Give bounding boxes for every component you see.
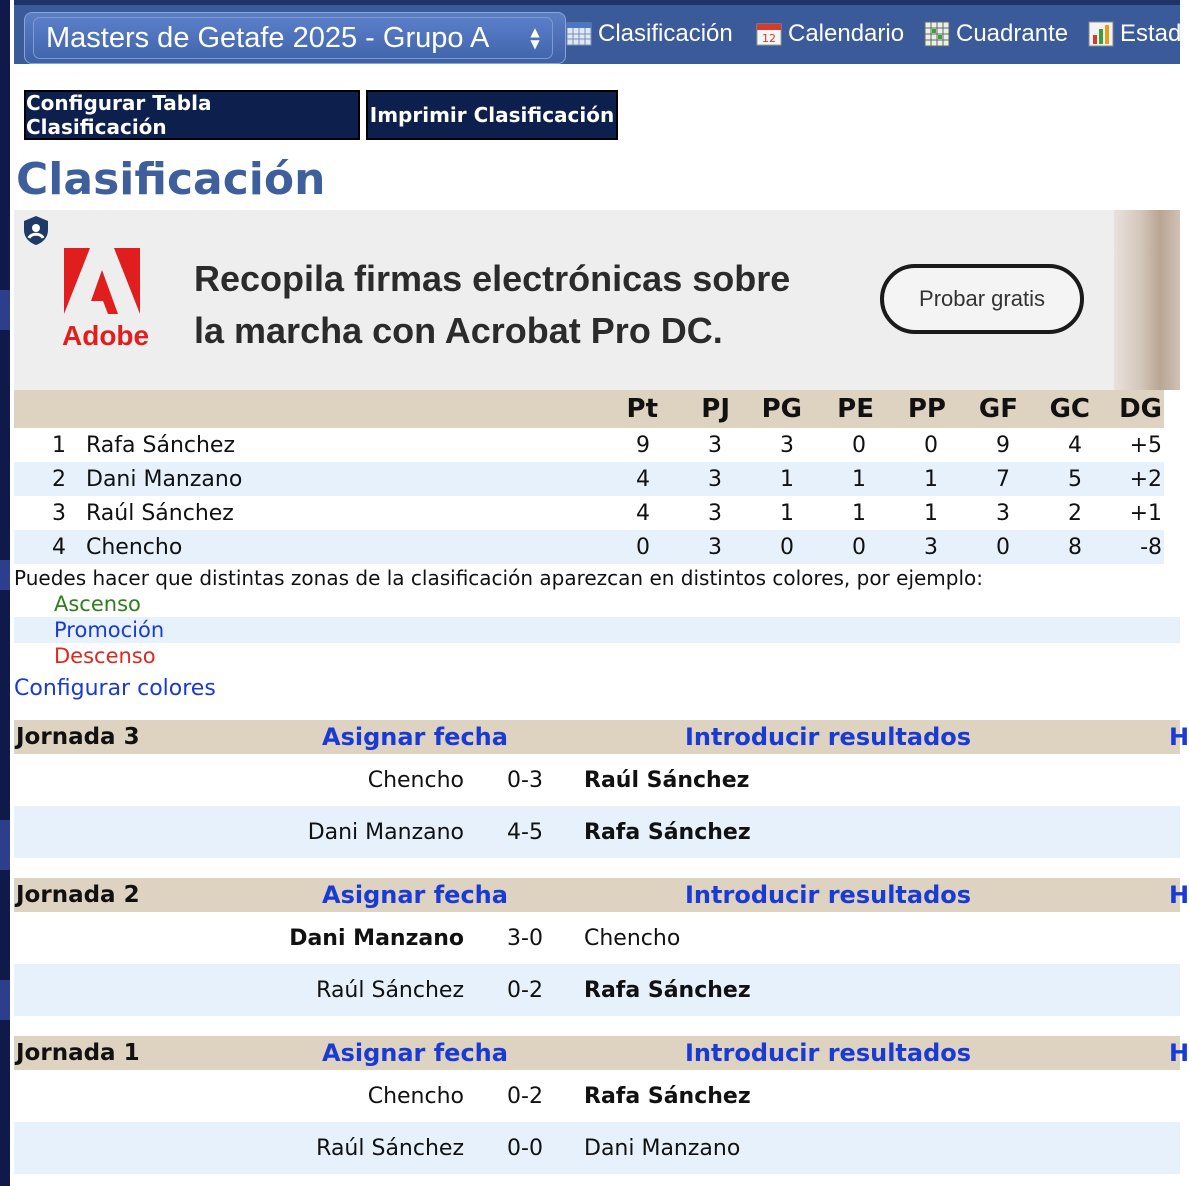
- match-score: 0-2: [507, 977, 543, 1003]
- ad-try-free-button[interactable]: Probar gratis: [880, 264, 1084, 334]
- jornada-title: Jornada 1: [16, 1040, 140, 1066]
- assign-date-link[interactable]: Asignar fecha: [322, 1039, 508, 1067]
- jornada-extra-link[interactable]: H: [1169, 723, 1189, 751]
- nav-link-calendario[interactable]: [756, 16, 904, 52]
- tournament-select[interactable]: [24, 12, 566, 64]
- standings-position: 3: [52, 500, 66, 526]
- header-pe: PE: [837, 394, 874, 424]
- match-away-player: Chencho: [584, 925, 681, 951]
- jornada-title: Jornada 2: [16, 882, 140, 908]
- standings-stat-pp: 3: [924, 534, 938, 560]
- tournament-select-value: Masters de Getafe 2025 - Grupo A: [46, 21, 490, 54]
- jornada-title: Jornada 3: [16, 724, 140, 750]
- match-score: 0-0: [507, 1135, 543, 1161]
- standings-stat-pt: 4: [636, 500, 650, 526]
- advertisement-banner[interactable]: [14, 210, 1180, 390]
- ad-brand: Adobe: [62, 320, 150, 351]
- zone-descenso: [14, 643, 1180, 669]
- enter-results-link[interactable]: Introducir resultados: [685, 1039, 972, 1067]
- jornada-extra-link[interactable]: H: [1169, 1039, 1189, 1067]
- calendar-12-icon: [756, 21, 782, 47]
- standings-header-row: [14, 390, 1164, 428]
- enter-results-link[interactable]: Introducir resultados: [685, 881, 972, 909]
- standings-stat-pg: 3: [780, 432, 794, 458]
- standings-stat-pp: 0: [924, 432, 938, 458]
- match-row[interactable]: [14, 964, 1180, 1016]
- standings-stat-pe: 0: [852, 534, 866, 560]
- standings-player-name[interactable]: Raúl Sánchez: [86, 500, 234, 526]
- header-pp: PP: [907, 394, 946, 424]
- configure-table-button[interactable]: Configurar Tabla Clasificación: [24, 90, 360, 140]
- match-score: 3-0: [507, 925, 543, 951]
- standings-stat-pj: 3: [708, 432, 722, 458]
- standings-stat-pt: 0: [636, 534, 650, 560]
- standings-table: [14, 390, 1164, 564]
- jornada-header: [14, 1036, 1189, 1070]
- standings-stat-gf: 0: [996, 534, 1010, 560]
- standings-stat-gc: 8: [1068, 534, 1082, 560]
- standings-position: 2: [52, 466, 66, 492]
- standings-player-name[interactable]: Chencho: [86, 534, 183, 560]
- match-home-player: Chencho: [367, 767, 464, 793]
- privacy-shield-icon[interactable]: [22, 214, 50, 246]
- jornada-header: [14, 720, 1189, 754]
- ad-photo: [1114, 210, 1180, 390]
- configure-colors-link[interactable]: Configurar colores: [14, 676, 216, 701]
- match-score: 0-2: [507, 1083, 543, 1109]
- standings-stat-pe: 1: [852, 500, 866, 526]
- jornada-extra-link[interactable]: H: [1169, 881, 1189, 909]
- match-row[interactable]: [14, 754, 1180, 806]
- nav-link-cuadrante[interactable]: [924, 16, 1068, 52]
- match-row[interactable]: [14, 912, 1180, 964]
- standings-stat-pj: 3: [708, 500, 722, 526]
- bar-chart-icon: [1088, 21, 1114, 47]
- header-pg: PG: [761, 394, 802, 424]
- standings-row: [14, 496, 1164, 530]
- ad-headline-line2: la marcha con Acrobat Pro DC.: [194, 310, 723, 351]
- standings-stat-dg: +1: [1129, 500, 1162, 526]
- match-away-player: Dani Manzano: [584, 1135, 741, 1161]
- enter-results-link[interactable]: Introducir resultados: [685, 723, 972, 751]
- standings-row: [14, 530, 1164, 564]
- match-away-player: Rafa Sánchez: [584, 977, 751, 1003]
- standings-stat-pg: 1: [780, 500, 794, 526]
- nav-link-clasificacion[interactable]: [566, 16, 733, 52]
- standings-stat-pj: 3: [708, 534, 722, 560]
- jornada-header: [14, 878, 1189, 912]
- header-gc: GC: [1049, 394, 1090, 424]
- zone-promocion: [14, 617, 1180, 643]
- nav-link-estadisticas[interactable]: [1088, 16, 1181, 52]
- zone-label: Descenso: [54, 644, 156, 668]
- zone-label: Promoción: [54, 618, 165, 642]
- nav-link-label: Calendario: [788, 20, 905, 47]
- calendar-grid-icon: [566, 21, 592, 47]
- print-standings-button[interactable]: Imprimir Clasificación: [366, 90, 618, 140]
- zones-info-text: Puedes hacer que distintas zonas de la clasificación aparezcan en distintos colores, por ejemplo:: [14, 566, 984, 590]
- zone-label: Ascenso: [54, 592, 141, 616]
- standings-stat-gf: 3: [996, 500, 1010, 526]
- standings-player-name[interactable]: Dani Manzano: [86, 466, 243, 492]
- grid-table-icon: [924, 21, 950, 47]
- nav-link-label: Cuadrante: [956, 20, 1069, 47]
- standings-player-name[interactable]: Rafa Sánchez: [86, 432, 236, 458]
- left-frame-strip: [0, 0, 10, 1186]
- standings-stat-gf: 7: [996, 466, 1010, 492]
- standings-stat-gf: 9: [996, 432, 1010, 458]
- match-away-player: Raúl Sánchez: [584, 767, 750, 793]
- match-home-player: Dani Manzano: [289, 925, 464, 951]
- match-home-player: Chencho: [367, 1083, 464, 1109]
- tournament-select-box: [33, 17, 553, 59]
- nav-link-label: Clasificación: [598, 20, 733, 47]
- standings-stat-pt: 9: [636, 432, 650, 458]
- standings-stat-pp: 1: [924, 466, 938, 492]
- nav-top-border: [14, 0, 1180, 5]
- standings-stat-dg: +2: [1129, 466, 1162, 492]
- standings-stat-pj: 3: [708, 466, 722, 492]
- standings-position: 4: [52, 534, 66, 560]
- match-row[interactable]: [14, 806, 1180, 858]
- match-row[interactable]: [14, 1122, 1180, 1174]
- standings-position: 1: [52, 432, 66, 458]
- match-away-player: Rafa Sánchez: [584, 1083, 751, 1109]
- standings-stat-dg: -8: [1140, 534, 1162, 560]
- standings-stat-pe: 1: [852, 466, 866, 492]
- page-title: Clasificación: [16, 154, 326, 205]
- standings-stat-pp: 1: [924, 500, 938, 526]
- standings-stat-pt: 4: [636, 466, 650, 492]
- header-dg: DG: [1119, 394, 1162, 424]
- match-home-player: Raúl Sánchez: [316, 977, 464, 1003]
- standings-stat-gc: 5: [1068, 466, 1082, 492]
- standings-stat-pg: 0: [780, 534, 794, 560]
- standings-stat-gc: 2: [1068, 500, 1082, 526]
- standings-stat-gc: 4: [1068, 432, 1082, 458]
- match-score: 0-3: [507, 767, 543, 793]
- match-home-player: Dani Manzano: [307, 819, 464, 845]
- svg-text:12: 12: [762, 32, 776, 45]
- standings-row: [14, 462, 1164, 496]
- standings-stat-pg: 1: [780, 466, 794, 492]
- ad-headline-line1: Recopila firmas electrónicas sobre: [194, 258, 791, 299]
- standings-stat-pe: 0: [852, 432, 866, 458]
- match-away-player: Rafa Sánchez: [584, 819, 751, 845]
- assign-date-link[interactable]: Asignar fecha: [322, 723, 508, 751]
- header-gf: GF: [978, 394, 1018, 424]
- nav-link-label: Estad: [1120, 20, 1182, 47]
- match-score: 4-5: [507, 819, 543, 845]
- header-pj: PJ: [701, 394, 730, 424]
- zone-ascenso: [14, 591, 1180, 617]
- top-navigation-bar: [14, 0, 1180, 64]
- standings-stat-dg: +5: [1129, 432, 1162, 458]
- standings-row: [14, 428, 1164, 462]
- assign-date-link[interactable]: Asignar fecha: [322, 881, 508, 909]
- match-row[interactable]: [14, 1070, 1180, 1122]
- match-home-player: Raúl Sánchez: [316, 1135, 464, 1161]
- select-arrows-icon: ▲ ▼: [530, 25, 540, 51]
- header-pt: Pt: [626, 394, 658, 424]
